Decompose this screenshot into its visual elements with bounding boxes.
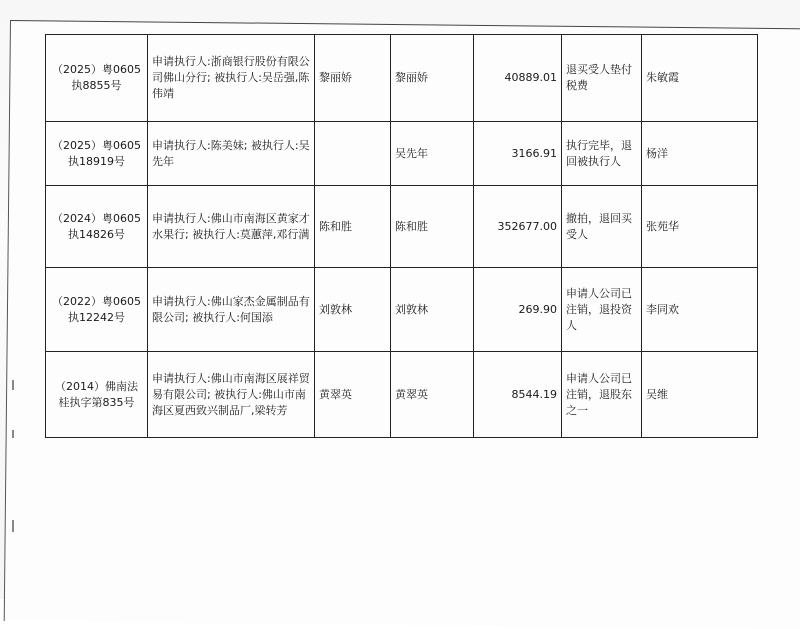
scan-artifact: [12, 380, 14, 390]
recipient-cell: 陈和胜: [391, 186, 474, 268]
officer-cell: 吴维: [642, 352, 758, 438]
parties-cell: 申请执行人:佛山家杰金属制品有限公司; 被执行人:何国添: [148, 268, 315, 352]
table-row: [46, 268, 758, 352]
reason-cell: 申请人公司已注销，退股东之一: [562, 352, 642, 438]
case-number-cell: （2025）粤0605执8855号: [46, 35, 148, 122]
scan-artifact: [12, 520, 14, 532]
recipient-cell: 黎丽娇: [391, 35, 474, 122]
reason-cell: 执行完毕，退回被执行人: [562, 122, 642, 186]
case-number-cell: （2025）粤0605执18919号: [46, 122, 148, 186]
recipient-cell: 黄翠英: [391, 352, 474, 438]
table-row: [46, 35, 758, 122]
reason-cell: 退买受人垫付税费: [562, 35, 642, 122]
amount-cell: 8544.19: [474, 352, 562, 438]
name-cell: [315, 122, 391, 186]
name-cell: 陈和胜: [315, 186, 391, 268]
parties-cell: 申请执行人:佛山市南海区黄家才水果行; 被执行人:莫蕙萍,邓行满: [148, 186, 315, 268]
parties-cell: 申请执行人:陈美妹; 被执行人:吴先年: [148, 122, 315, 186]
reason-cell: 撤拍，退回买受人: [562, 186, 642, 268]
amount-cell: 3166.91: [474, 122, 562, 186]
table-row: [46, 122, 758, 186]
parties-cell: 申请执行人:浙商银行股份有限公司佛山分行; 被执行人:吴岳强,陈伟靖: [148, 35, 315, 122]
name-cell: 刘敦林: [315, 268, 391, 352]
amount-cell: 269.90: [474, 268, 562, 352]
amount-cell: 352677.00: [474, 186, 562, 268]
case-number-cell: （2022）粤0605执12242号: [46, 268, 148, 352]
case-number-cell: （2024）粤0605执14826号: [46, 186, 148, 268]
records-table: [45, 34, 758, 438]
table-row: [46, 352, 758, 438]
scan-artifact: [12, 430, 14, 438]
amount-cell: 40889.01: [474, 35, 562, 122]
parties-cell: 申请执行人:佛山市南海区展祥贸易有限公司; 被执行人:佛山市南海区夏西致兴制品厂,梁转芳: [148, 352, 315, 438]
case-number-cell: （2014）佛南法桂执字第835号: [46, 352, 148, 438]
table-row: [46, 186, 758, 268]
recipient-cell: 刘敦林: [391, 268, 474, 352]
officer-cell: 张苑华: [642, 186, 758, 268]
officer-cell: 杨洋: [642, 122, 758, 186]
officer-cell: 李同欢: [642, 268, 758, 352]
reason-cell: 申请人公司已注销，退投资人: [562, 268, 642, 352]
name-cell: 黄翠英: [315, 352, 391, 438]
officer-cell: 朱敏霞: [642, 35, 758, 122]
name-cell: 黎丽娇: [315, 35, 391, 122]
recipient-cell: 吴先年: [391, 122, 474, 186]
